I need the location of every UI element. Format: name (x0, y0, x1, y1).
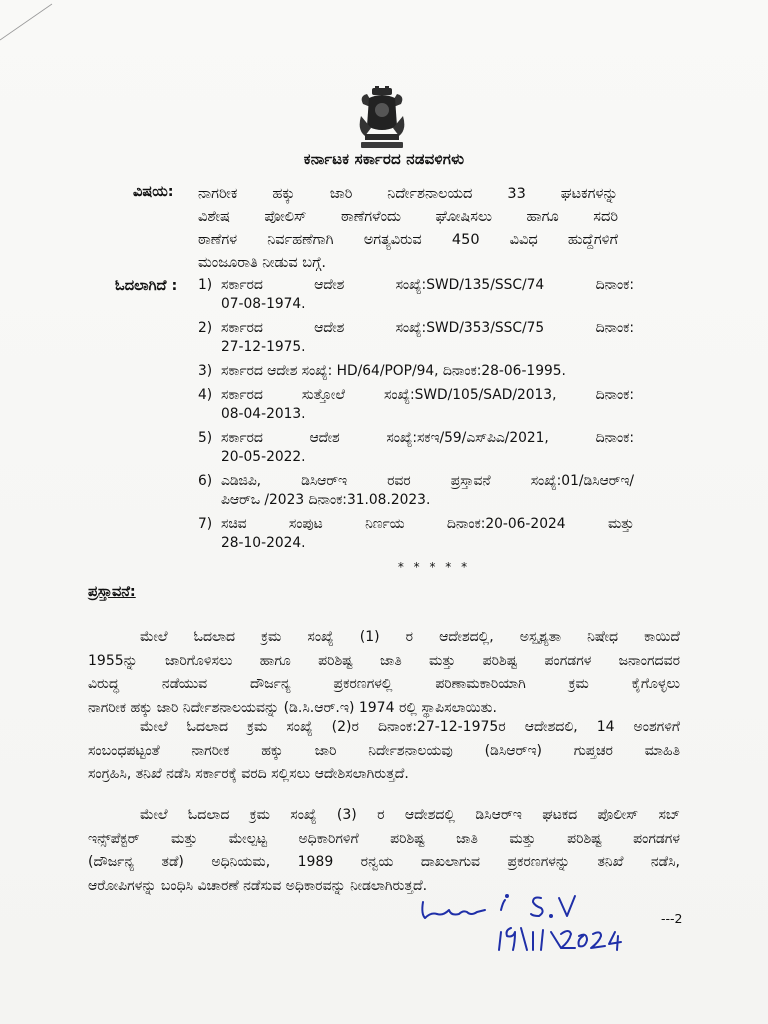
paragraph-line: (ದೌರ್ಜನ್ಯ ತಡೆ) ಅಧಿನಿಯಮ, 1989 ರನ್ವಯ ದಾಖಲಾಗುವ ಪ್ರಕರಣಗಳನ್ನು ತನಿಖೆ ನಡೆಸಿ, (88, 854, 680, 870)
paragraph-line: ಮೇಲೆ ಓದಲಾದ ಕ್ರಮ ಸಂಖ್ಯೆ (1) ರ ಆದೇಶದಲ್ಲಿ, ಅಸ್ಪೃಶ್ಯತಾ ನಿಷೇಧ ಕಾಯಿದೆ (140, 629, 680, 645)
paragraph-line: 1955ನ್ನು ಜಾರಿಗೊಳಿಸಲು ಹಾಗೂ ಪರಿಶಿಷ್ಟ ಜಾತಿ ಮತ್ತು ಪರಿಶಿಷ್ಟ ಪಂಗಡಗಳ ಜನಾಂಗದವರ (88, 652, 680, 669)
subject-label: ವಿಷಯ: (133, 184, 174, 200)
signature-initials: S.V (533, 914, 535, 915)
paragraph (88, 626, 680, 720)
subject-line: ಮಂಜೂರಾತಿ ನೀಡುವ ಬಗ್ಗೆ. (198, 255, 326, 271)
reference-number: 1) (198, 277, 213, 293)
reference-item (198, 472, 634, 510)
reference-text: ಸಚಿವ ಸಂಪುಟ ನಿರ್ಣಯ ದಿನಾಂಕ:20-06-2024 ಮತ್ತು (221, 516, 634, 532)
reference-item (198, 319, 634, 357)
reference-text: ಸರ್ಕಾರದ ಆದೇಶ ಸಂಖ್ಯೆ:SWD/135/SSC/74 ದಿನಾಂಕ: (221, 277, 634, 293)
reference-date: 27-12-1975. (221, 339, 306, 355)
subject-line: ವಿಶೇಷ ಪೋಲಿಸ್ ಠಾಣೆಗಳೆಂದು ಘೋಷಿಸಲು ಹಾಗೂ ಸದರಿ (198, 209, 618, 225)
references-list (198, 276, 634, 558)
section-separator: * * * * * (397, 560, 471, 574)
reference-item (198, 386, 634, 424)
paragraph-line: ಮೇಲೆ ಓದಲಾದ ಕ್ರಮ ಸಂಖ್ಯೆ (3) ರ ಆದೇಶದಲ್ಲಿ ಡಿಸಿಆರ್‌ಇ ಘಟಕದ ಪೊಲೀಸ್ ಸಬ್ (140, 807, 680, 823)
handwritten-signature (415, 888, 625, 954)
subject-line: ಠಾಣೆಗಳ ನಿರ್ವಹಣೆಗಾಗಿ ಅಗತ್ಯವಿರುವ 450 ವಿವಿಧ ಹುದ್ದೆಗಳಿಗೆ (198, 232, 618, 248)
document-title: ಕರ್ನಾಟಕ ಸರ್ಕಾರದ ನಡವಳಿಗಳು (303, 150, 465, 168)
paragraph-line: ಇನ್ಸ್‌ಪೆಕ್ಟರ್ ಮತ್ತು ಮೇಲ್ಪಟ್ಟ ಅಧಿಕಾರಿಗಳಿಗೆ ಪರಿಶಿಷ್ಟ ಜಾತಿ ಮತ್ತು ಪರಿಶಿಷ್ಟ ಪಂಗಡಗಳ (88, 830, 680, 847)
reference-date: 20-05-2022. (221, 449, 306, 465)
subject-text (198, 183, 618, 275)
reference-item (198, 362, 634, 381)
signature-date: 19/11/2024 (501, 948, 507, 949)
page-number-marker: ---2 (661, 911, 683, 926)
reference-number: 4) (198, 387, 213, 403)
subject-line: ನಾಗರೀಕ ಹಕ್ಕು ಜಾರಿ ನಿರ್ದೇಶನಾಲಯದ 33 ಘಟಕಗಳನ್ನು (198, 186, 618, 202)
paragraph (88, 804, 680, 898)
reference-date: 08-04-2013. (221, 406, 306, 422)
paragraph-line: ವಿರುದ್ಧ ನಡೆಯುವ ದೌರ್ಜನ್ಯ ಪ್ರಕರಣಗಳಲ್ಲಿ ಪರಿಣಾಮಕಾರಿಯಾಗಿ ಕ್ರಮ ಕೈಗೊಳ್ಳಲು (88, 676, 680, 692)
paragraph-line: ಸಂಗ್ರಹಿಸಿ, ತನಿಖೆ ನಡೆಸಿ ಸರ್ಕಾರಕ್ಕೆ ವರದಿ ಸಲ್ಲಿಸಲು ಆದೇಶಿಸಲಾಗಿರುತ್ತದೆ. (88, 766, 409, 782)
folded-corner-mark (0, 0, 60, 50)
preamble-heading: ಪ್ರಸ್ತಾವನೆ: (88, 584, 136, 600)
reference-number: 6) (198, 473, 213, 489)
paragraph-line: ಸಂಬಂಧಪಟ್ಟಂತೆ ನಾಗರೀಕ ಹಕ್ಕು ಜಾರಿ ನಿರ್ದೇಶನಾಲಯವು (ಡಿಸಿಆರ್‌ಇ) ಗುಪ್ತಚರ ಮಾಹಿತಿ (88, 742, 680, 759)
reference-date: ಪಿಆರ್‌ಒ /2023 ದಿನಾಂಕ:31.08.2023. (221, 492, 431, 508)
reference-text: ಎಡಿಜಿಪಿ, ಡಿಸಿಆರ್‌ಇ ರವರ ಪ್ರಸ್ತಾವನೆ ಸಂಖ್ಯೆ:01/ಡಿಸಿಆರ್‌ಇ/ (221, 473, 634, 489)
paragraph-line: ಮೇಲೆ ಓದಲಾದ ಕ್ರಮ ಸಂಖ್ಯೆ (2)ರ ದಿನಾಂಕ:27-12-1975ರ ಆದೇಶದಲಿ, 14 ಅಂಶಗಳಿಗೆ (140, 719, 680, 735)
reference-number: 2) (198, 320, 213, 336)
reference-date: 07-08-1974. (221, 296, 306, 312)
reference-number: 5) (198, 430, 213, 446)
reference-item (198, 515, 634, 553)
reference-text: ಸರ್ಕಾರದ ಆದೇಶ ಸಂಖ್ಯೆ: HD/64/POP/94, ದಿನಾಂಕ:28-06-1995. (221, 363, 566, 379)
karnataka-emblem-icon (355, 86, 409, 150)
reference-text: ಸರ್ಕಾರದ ಆದೇಶ ಸಂಖ್ಯೆ:SWD/353/SSC/75 ದಿನಾಂಕ: (221, 320, 634, 336)
reference-number: 7) (198, 516, 213, 532)
reference-text: ಸರ್ಕಾರದ ಸುತ್ತೋಲೆ ಸಂಖ್ಯೆ:SWD/105/SAD/2013, ದಿನಾಂಕ: (221, 387, 634, 403)
paragraph-line: ನಾಗರೀಕ ಹಕ್ಕು ಜಾರಿ ನಿರ್ದೇಶನಾಲಯವನ್ನು (ಡಿ.ಸಿ.ಆರ್.ಇ) 1974 ರಲ್ಲಿ ಸ್ಥಾಪಿಸಲಾಯಿತು. (88, 699, 497, 716)
paragraph-line: ಆರೋಪಿಗಳನ್ನು ಬಂಧಿಸಿ ವಿಚಾರಣೆ ನಡೆಸುವ ಅಧಿಕಾರವನ್ನು ನೀಡಲಾಗಿರುತ್ತದೆ. (88, 877, 428, 894)
reference-text: ಸರ್ಕಾರದ ಆದೇಶ ಸಂಖ್ಯೆ:ಸಕಇ/59/ಎಸ್‌ಪಿಎ/2021, ದಿನಾಂಕ: (221, 430, 634, 446)
references-label: ಓದಲಾಗಿದೆ : (115, 278, 178, 294)
reference-item (198, 276, 634, 314)
reference-date: 28-10-2024. (221, 535, 306, 551)
reference-number: 3) (198, 363, 213, 379)
paragraph (88, 716, 680, 787)
reference-item (198, 429, 634, 467)
